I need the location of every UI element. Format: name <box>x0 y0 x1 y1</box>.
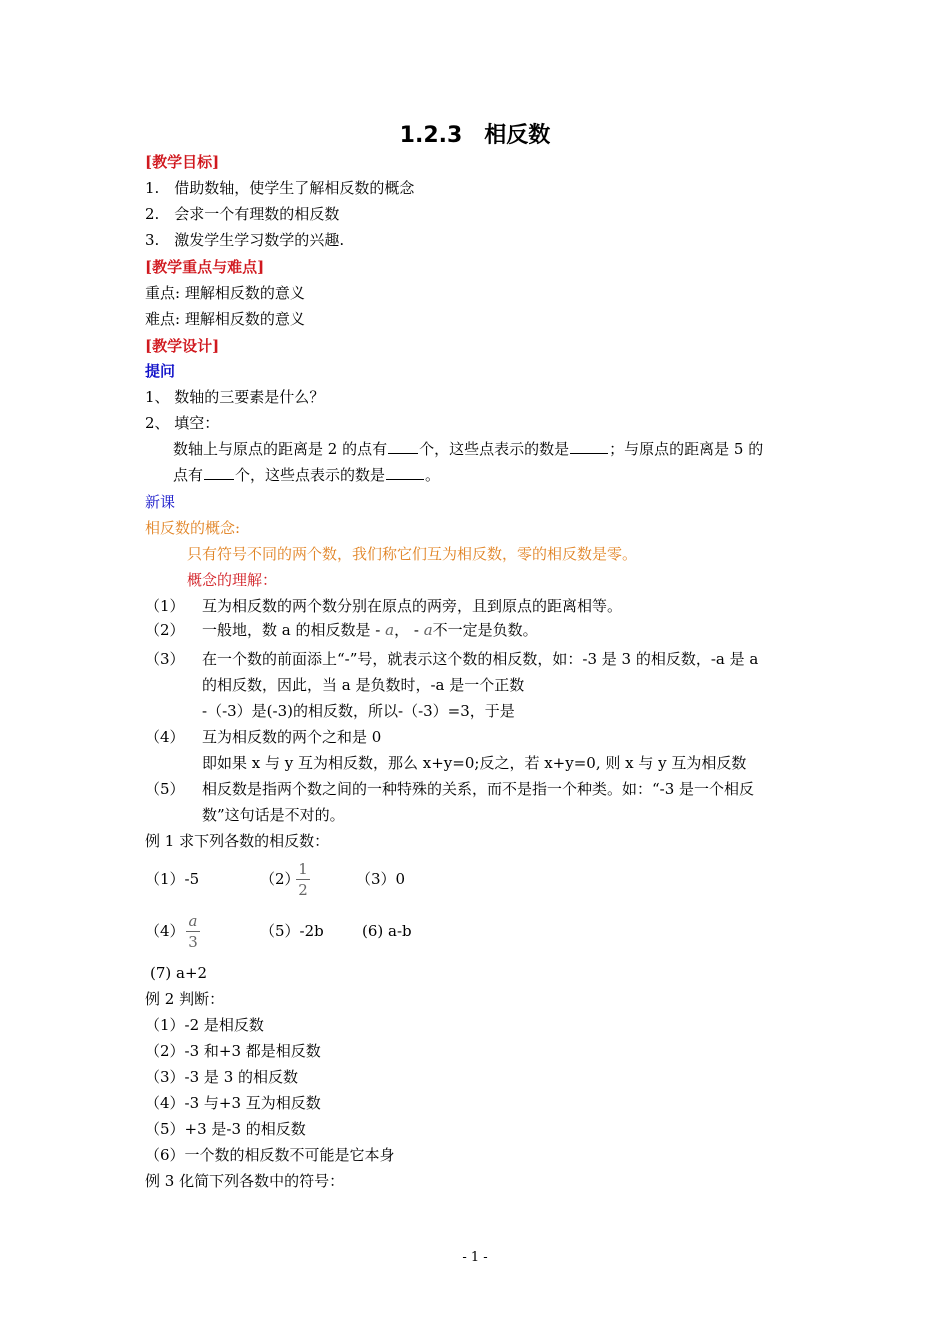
variable-a: a <box>423 621 433 639</box>
example-1-item: （5）-2b <box>260 922 324 940</box>
example-1-item: （2） <box>260 870 300 888</box>
question-1: 1、 数轴的三要素是什么？ <box>145 388 325 406</box>
fraction-numerator: 1 <box>298 860 308 878</box>
fraction-half <box>296 860 310 899</box>
question-2: 2、 填空： <box>145 414 220 432</box>
example-2-item: （2）-3 和+3 都是相反数 <box>145 1042 321 1060</box>
goal-item: 1. 借助数轴，使学生了解相反数的概念 <box>145 179 415 197</box>
example-2-heading: 例 2 判断： <box>145 990 225 1008</box>
fill-line-2 <box>173 465 440 485</box>
point-number: （1） <box>145 597 185 615</box>
point-2-text: 一般地，数 a 的相反数是 - <box>202 621 381 639</box>
section-design: [教学设计] <box>145 337 220 355</box>
concept-definition: 只有符号不同的两个数，我们称它们互为相反数，零的相反数是零。 <box>187 545 638 563</box>
example-1-item: （1）-5 <box>145 870 200 888</box>
fill-text: 数轴上与原点的距离是 2 的点有 <box>173 440 388 458</box>
example-2-item: （6）一个数的相反数不可能是它本身 <box>145 1146 395 1164</box>
point-4-line-1: 互为相反数的两个之和是 0 <box>202 728 382 746</box>
example-3-heading: 例 3 化简下列各数中的符号： <box>145 1172 345 1190</box>
fill-text: 。 <box>425 466 441 484</box>
example-1-item: （3）0 <box>356 870 406 888</box>
page-title: 1.2.3 相反数 <box>399 123 551 148</box>
point-2-text: ， - <box>394 621 419 639</box>
goal-item: 2. 会求一个有理数的相反数 <box>145 205 340 223</box>
fraction-numerator: a <box>188 912 198 930</box>
example-1-item: (6) a-b <box>362 922 412 940</box>
point-1: 互为相反数的两个数分别在原点的两旁，且到原点的距离相等。 <box>202 597 623 615</box>
fill-text: 个，这些点表示的数是 <box>419 440 570 458</box>
example-1-item: (7) a+2 <box>150 964 208 982</box>
example-2-item: （5）+3 是-3 的相反数 <box>145 1120 306 1138</box>
fraction-a-over-3 <box>186 912 200 951</box>
fraction-denominator: 2 <box>298 881 308 899</box>
point-2 <box>202 620 538 640</box>
point-number: （4） <box>145 728 185 746</box>
fraction-denominator: 3 <box>188 933 198 951</box>
fill-line-1 <box>173 439 763 459</box>
blank <box>204 465 234 480</box>
fraction-bar <box>296 879 310 880</box>
point-3-line-2: 的相反数，因此，当 a 是负数时，-a 是一个正数 <box>202 676 525 694</box>
concept-understanding: 概念的理解： <box>187 571 278 589</box>
point-5-line-2: 数”这句话是不对的。 <box>202 806 345 824</box>
point-number: （5） <box>145 780 185 798</box>
point-4-line-2: 即如果 x 与 y 互为相反数，那么 x+y=0;反之，若 x+y=0, 则 x 与 y 互为相反数 <box>202 754 747 772</box>
point-number: （3） <box>145 650 185 668</box>
blank <box>386 465 424 480</box>
fill-text: 点有 <box>173 466 204 484</box>
concept-heading: 相反数的概念: <box>145 519 241 537</box>
section-goals: [教学目标] <box>145 153 220 171</box>
point-2-text: 不一定是负数。 <box>432 621 538 639</box>
variable-a: a <box>385 621 395 639</box>
example-1-heading: 例 1 求下列各数的相反数： <box>145 832 330 850</box>
point-3-line-1: 在一个数的前面添上“-”号，就表示这个数的相反数，如：-3 是 3 的相反数，-a 是 a <box>202 650 759 668</box>
fraction-bar <box>186 931 200 932</box>
point-5-line-1: 相反数是指两个数之间的一种特殊的关系，而不是指一个种类。如：“-3 是一个相反 <box>202 780 755 798</box>
fill-text: ；与原点的距离是 5 的 <box>609 440 764 458</box>
key-important: 重点: 理解相反数的意义 <box>145 284 305 302</box>
example-1-item: （4） <box>145 922 185 940</box>
blank <box>570 439 608 454</box>
example-2-item: （3）-3 是 3 的相反数 <box>145 1068 299 1086</box>
point-number: （2） <box>145 621 185 639</box>
blank <box>388 439 418 454</box>
key-difficult: 难点: 理解相反数的意义 <box>145 310 305 328</box>
section-key-points: [教学重点与难点] <box>145 258 265 276</box>
example-2-item: （1）-2 是相反数 <box>145 1016 264 1034</box>
goal-item: 3. 激发学生学习数学的兴趣. <box>145 231 345 249</box>
new-lesson-heading: 新课 <box>145 493 176 511</box>
question-heading: 提问 <box>145 362 176 380</box>
example-2-item: （4）-3 与+3 互为相反数 <box>145 1094 321 1112</box>
fill-text: 个，这些点表示的数是 <box>235 466 386 484</box>
page-number: - 1 - <box>462 1250 488 1265</box>
point-3-line-3: -（-3）是(-3)的相反数，所以-（-3）=3，于是 <box>202 702 515 720</box>
